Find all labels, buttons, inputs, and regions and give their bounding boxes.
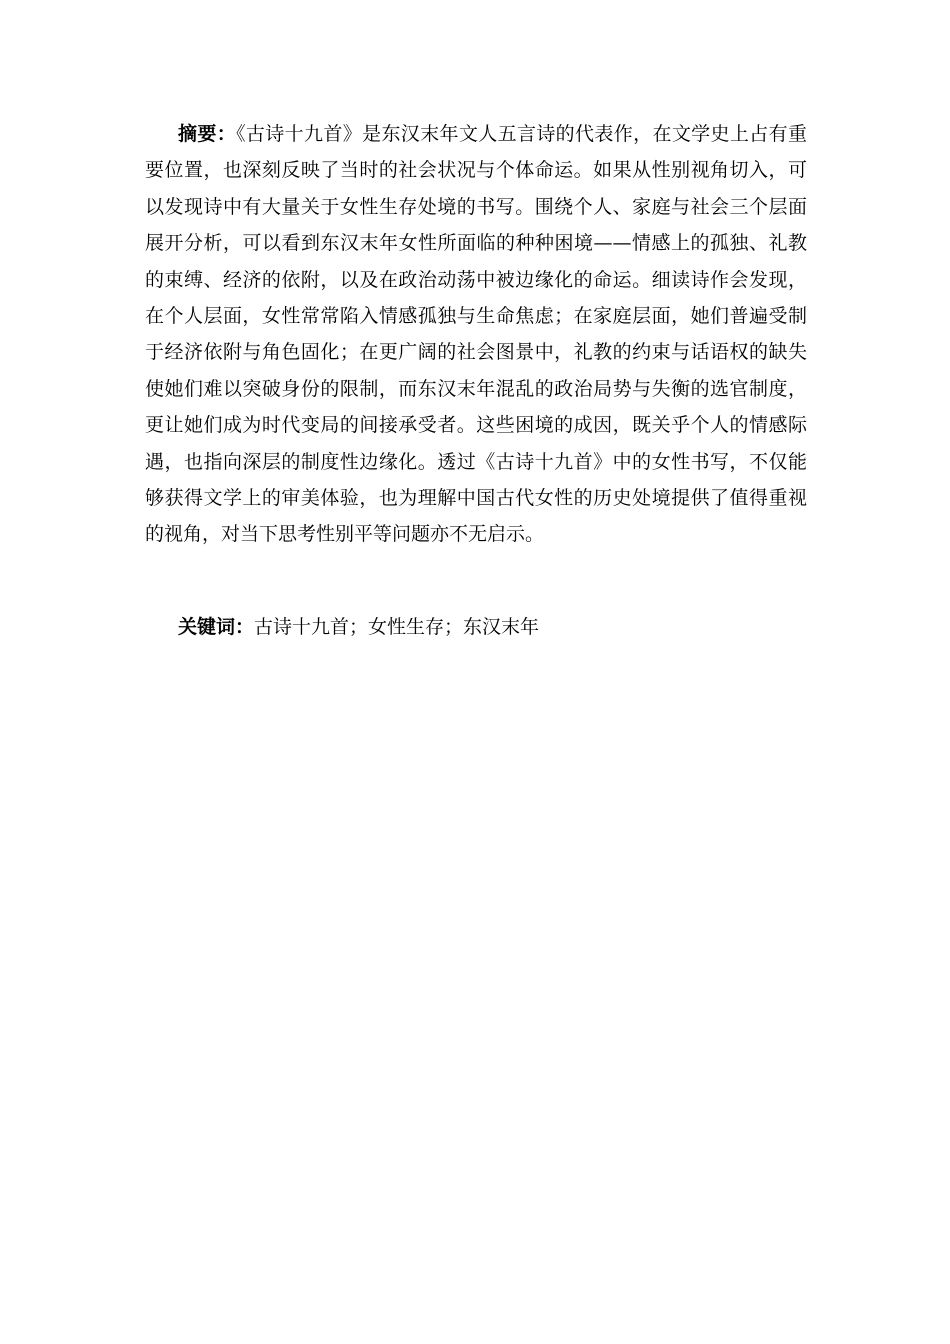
keywords-label: 关键词： (178, 616, 255, 638)
abstract-label: 摘要： (178, 123, 237, 145)
abstract-text: 《古诗十九首》是东汉末年文人五言诗的代表作，在文学史上占有重要位置，也深刻反映了当时的社会状况与个体命运。如果从性别视角切入，可以发现诗中有大量关于女性生存处境的书写。围绕个人、家庭与社会三个层面展开分析，可以看到东汉末年女性所面临的种种困境——情感上的孤独、礼教的束缚、经济的依附，以及在政治动荡中被边缘化的命运。细读诗作会发现，在个人层面，女性常常陷入情感孤独与生命焦虑；在家庭层面，她们普遍受制于经济依附与角色固化；在更广阔的社会图景中，礼教的约束与话语权的缺失使她们难以突破身份的限制，而东汉末年混乱的政治局势与失衡的选官制度，更让她们成为时代变局的间接承受者。这些困境的成因，既关乎个人的情感际遇，也指向深层的制度性边缘化。透过《古诗十九首》中的女性书写，不仅能够获得文学上的审美体验，也为理解中国古代女性的历史处境提供了值得重视的视角，对当下思考性别平等问题亦不无启示。 (145, 123, 807, 546)
keywords-text: 古诗十九首；女性生存；东汉末年 (254, 616, 540, 638)
abstract-paragraph (145, 116, 807, 553)
keywords-line (178, 609, 798, 645)
